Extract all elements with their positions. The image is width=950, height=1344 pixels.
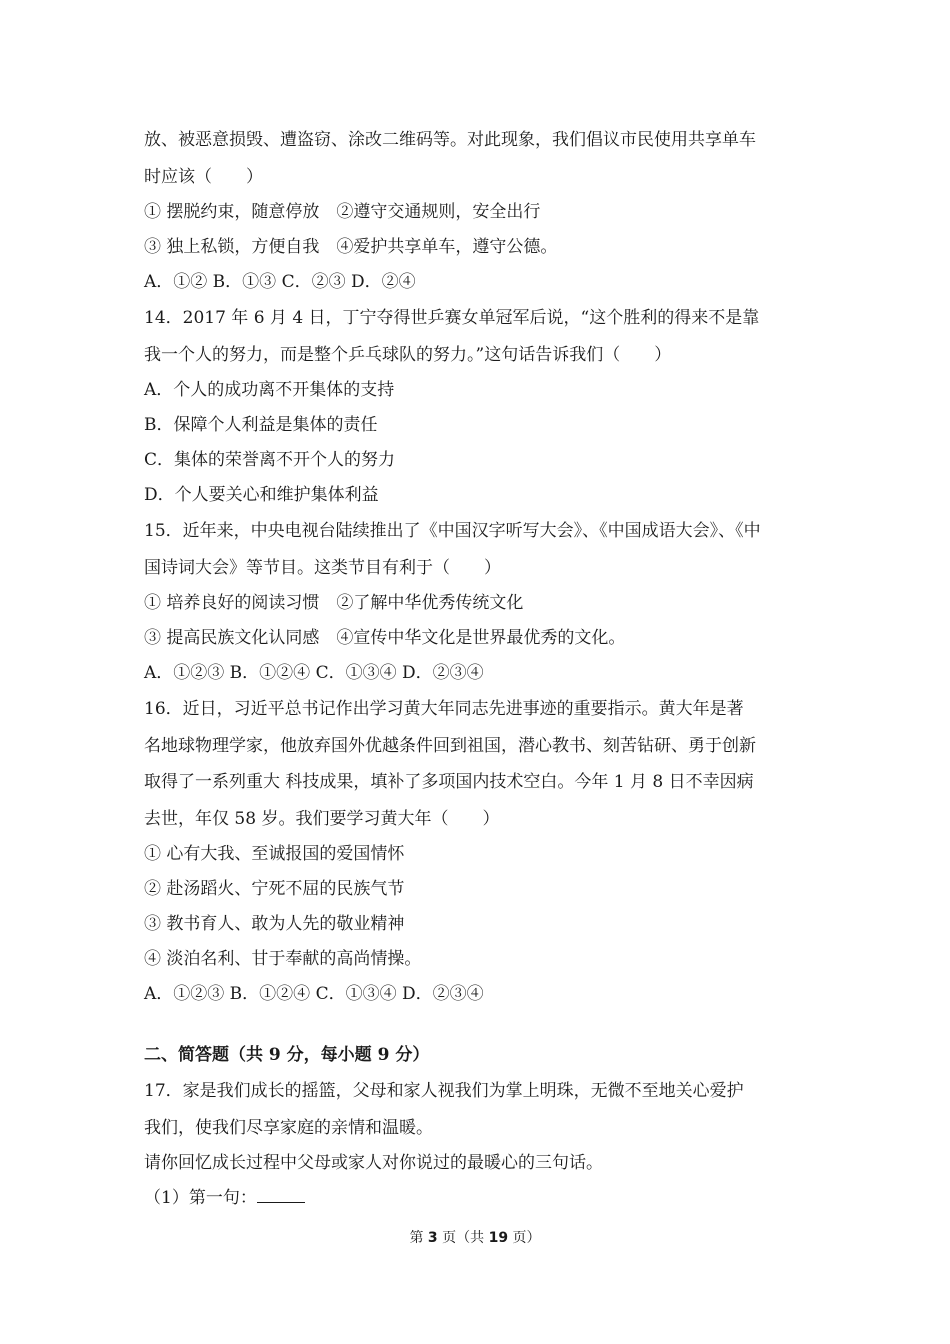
footer-prefix: 第 [409, 1230, 428, 1246]
q17-stem-line2: 我们，使我们尽享家庭的亲情和温暖。 [144, 1117, 433, 1138]
q13-answer-choices: A．①② B．①③ C．②③ D．②④ [144, 272, 416, 292]
q14-choice-c: C．集体的荣誉离不开个人的努力 [144, 450, 396, 470]
q16-option-2: ② 赴汤蹈火、宁死不屈的民族气节 [144, 879, 405, 899]
q15-answer-choices: A．①②③ B．①②④ C．①③④ D．②③④ [144, 663, 484, 683]
q16-stem-line1: 16．近日，习近平总书记作出学习黄大年同志先进事迹的重要指示。黄大年是著 [144, 699, 744, 719]
q16-stem-line3: 取得了一系列重大 科技成果，填补了多项国内技术空白。今年 1 月 8 日不幸因病 [144, 772, 754, 792]
q16-answer-choices: A．①②③ B．①②④ C．①③④ D．②③④ [144, 984, 484, 1004]
q14-stem-line1: 14．2017 年 6 月 4 日，丁宁夺得世乒赛女单冠军后说，“这个胜利的得来不是靠 [144, 308, 760, 328]
exam-page [144, 122, 814, 1216]
q17-item-1 [144, 1181, 814, 1216]
footer-middle: 页（共 [437, 1230, 489, 1246]
q14-stem-line2: 我一个人的努力，而是整个乒乓球队的努力。”这句话告诉我们（ ） [144, 344, 672, 365]
q16-stem-line2: 名地球物理学家，他放弃国外优越条件回到祖国，潜心教书、刻苦钻研、勇于创新 [144, 735, 756, 756]
q14-choice-a: A．个人的成功离不开集体的支持 [144, 380, 395, 400]
footer-suffix: 页） [508, 1230, 541, 1246]
q15-stem-line1: 15．近年来，中央电视台陆续推出了《中国汉字听写大会》、《中国成语大会》、《中 [144, 521, 761, 541]
q15-option-line1: ① 培养良好的阅读习惯 ②了解中华优秀传统文化 [144, 593, 524, 613]
q13-continuation-line1: 放、被恶意损毁、遭盗窃、涂改二维码等。对此现象，我们倡议市民使用共享单车 [144, 130, 756, 150]
q16-stem-line4: 去世，年仅 58 岁。我们要学习黄大年（ ） [144, 808, 500, 829]
footer-page-number: 3 [427, 1230, 438, 1246]
q13-option-line1: ① 摆脱约束，随意停放 ②遵守交通规则，安全出行 [144, 202, 541, 222]
q15-stem-line2: 国诗词大会》等节目。这类节目有利于（ ） [144, 557, 501, 578]
q15-option-line2: ③ 提高民族文化认同感 ④宣传中华文化是世界最优秀的文化。 [144, 628, 626, 648]
q16-option-3: ③ 教书育人、敢为人先的敬业精神 [144, 914, 405, 934]
answer-blank [257, 1184, 305, 1203]
footer-total-pages: 19 [488, 1230, 509, 1246]
section-2-title: 二、简答题（共 9 分，每小题 9 分） [144, 1045, 430, 1065]
q16-option-1: ① 心有大我、至诚报国的爱国情怀 [144, 844, 405, 864]
q13-continuation-line2: 时应该（ ） [144, 166, 263, 187]
q17-item-1-label: （1）第一句： [144, 1188, 257, 1208]
q14-choice-b: B．保障个人利益是集体的责任 [144, 415, 378, 435]
page-footer [0, 1227, 950, 1247]
q14-choice-d: D．个人要关心和维护集体利益 [144, 485, 379, 505]
q17-prompt: 请你回忆成长过程中父母或家人对你说过的最暖心的三句话。 [144, 1153, 603, 1173]
q13-option-line2: ③ 独上私锁，方便自我 ④爱护共享单车，遵守公德。 [144, 237, 558, 257]
section-spacer [144, 1012, 814, 1038]
q16-option-4: ④ 淡泊名利、甘于奉献的高尚情操。 [144, 949, 422, 969]
q17-stem-line1: 17．家是我们成长的摇篮，父母和家人视我们为掌上明珠，无微不至地关心爱护 [144, 1081, 744, 1101]
